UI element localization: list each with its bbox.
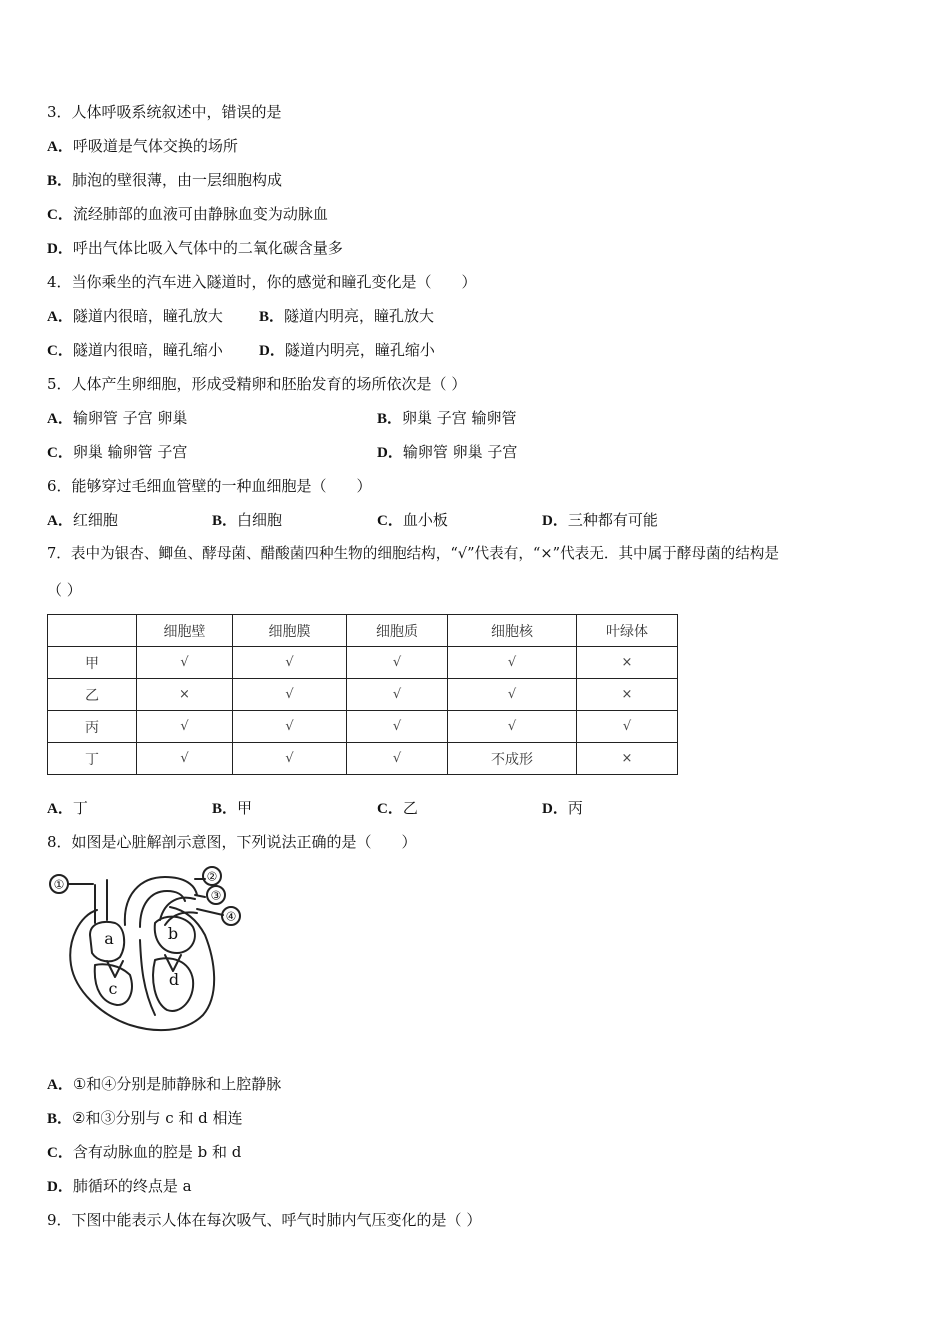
leader-4 <box>197 909 223 915</box>
table-header-cell: 细胞核 <box>448 615 577 647</box>
table-row <box>48 743 678 775</box>
table-header-cell: 细胞膜 <box>233 615 347 647</box>
table-cell: 甲 <box>48 647 137 679</box>
q3-option-b: B．肺泡的壁很薄，由一层细胞构成 <box>47 171 283 189</box>
label-a: a <box>104 929 114 948</box>
q6-option-a: A．红细胞 <box>47 511 118 529</box>
label-2: ② <box>206 869 218 884</box>
q8-option-d: D．肺循环的终点是 a <box>47 1177 192 1195</box>
q7-option-b: B．甲 <box>212 799 253 817</box>
table-cell: √ <box>233 647 347 679</box>
q7-stem-cont: （ ） <box>47 581 82 599</box>
table-cell: √ <box>137 711 233 743</box>
label-d: d <box>168 970 180 989</box>
table-header-cell <box>48 615 137 647</box>
table-cell: √ <box>233 679 347 711</box>
table-cell: √ <box>347 743 448 775</box>
q3-option-a: A．呼吸道是气体交换的场所 <box>47 137 238 155</box>
q6-option-d: D．三种都有可能 <box>542 511 658 529</box>
q6-option-c: C．血小板 <box>377 511 448 529</box>
table-cell: × <box>577 743 678 775</box>
table-row <box>48 647 678 679</box>
q5-option-c: C．卵巢 输卵管 子宫 <box>47 443 188 461</box>
q4-stem: 4．当你乘坐的汽车进入隧道时，你的感觉和瞳孔变化是（ ） <box>47 273 477 291</box>
table-header-cell: 细胞质 <box>347 615 448 647</box>
vessel-pulmonary <box>160 898 197 925</box>
q7-option-a: A．丁 <box>47 799 88 817</box>
q4-option-d: D．隧道内明亮，瞳孔缩小 <box>259 341 435 359</box>
table-cell: 乙 <box>48 679 137 711</box>
q3-option-c: C．流经肺部的血液可由静脉血变为动脉血 <box>47 205 328 223</box>
table-cell: √ <box>448 711 577 743</box>
table-cell: √ <box>577 711 678 743</box>
table-cell: √ <box>137 647 233 679</box>
table-cell: 丁 <box>48 743 137 775</box>
q8-option-c: C．含有动脉血的腔是 b 和 d <box>47 1143 242 1161</box>
table-cell: √ <box>448 679 577 711</box>
table-header-row <box>48 615 678 647</box>
q9-stem: 9．下图中能表示人体在每次吸气、呼气时肺内气压变化的是（ ） <box>47 1211 482 1229</box>
q6-option-b: B．白细胞 <box>212 511 283 529</box>
label-1: ① <box>53 877 65 892</box>
q8-option-a: A．①和④分别是肺静脉和上腔静脉 <box>47 1075 282 1093</box>
q3-option-d: D．呼出气体比吸入气体中的二氧化碳含量多 <box>47 239 343 257</box>
q7-option-d: D．丙 <box>542 799 583 817</box>
table-cell: √ <box>347 647 448 679</box>
table-cell: 丙 <box>48 711 137 743</box>
q5-option-b: B．卵巢 子宫 输卵管 <box>377 409 517 427</box>
q4-option-b: B．隧道内明亮，瞳孔放大 <box>259 307 435 325</box>
q5-option-a: A．输卵管 子宫 卵巢 <box>47 409 188 427</box>
table-cell: √ <box>233 743 347 775</box>
table-cell: × <box>577 679 678 711</box>
table-row <box>48 711 678 743</box>
cell-structure-table <box>47 614 678 775</box>
q3-stem: 3．人体呼吸系统叙述中，错误的是 <box>47 103 282 121</box>
q6-stem: 6．能够穿过毛细血管壁的一种血细胞是（ ） <box>47 477 372 495</box>
leader-3 <box>195 895 205 897</box>
table-cell: √ <box>347 711 448 743</box>
label-c: c <box>108 979 118 998</box>
table-header-cell: 叶绿体 <box>577 615 678 647</box>
q4-option-c: C．隧道内很暗，瞳孔缩小 <box>47 341 223 359</box>
heart-diagram <box>45 865 250 1040</box>
table-cell: √ <box>448 647 577 679</box>
table-row <box>48 679 678 711</box>
q7-option-c: C．乙 <box>377 799 418 817</box>
q7-stem: 7．表中为银杏、鲫鱼、酵母菌、醋酸菌四种生物的细胞结构，“√”代表有，“×”代表无．其中属于酵母菌的结构是 <box>47 545 779 562</box>
label-3: ③ <box>210 888 222 903</box>
q5-stem: 5．人体产生卵细胞，形成受精卵和胚胎发育的场所依次是（ ） <box>47 375 467 393</box>
table-header-cell: 细胞壁 <box>137 615 233 647</box>
table-cell: × <box>137 679 233 711</box>
table-cell: √ <box>347 679 448 711</box>
table-cell: 不成形 <box>448 743 577 775</box>
table-cell: √ <box>233 711 347 743</box>
q8-option-b: B．②和③分别与 c 和 d 相连 <box>47 1109 243 1127</box>
q4-option-a: A．隧道内很暗，瞳孔放大 <box>47 307 223 325</box>
q8-stem: 8．如图是心脏解剖示意图，下列说法正确的是（ ） <box>47 833 417 851</box>
label-b: b <box>167 924 179 943</box>
table-cell: × <box>577 647 678 679</box>
q5-option-d: D．输卵管 卵巢 子宫 <box>377 443 518 461</box>
label-4: ④ <box>225 909 237 924</box>
table-cell: √ <box>137 743 233 775</box>
vessel-vena-cava <box>95 880 107 923</box>
